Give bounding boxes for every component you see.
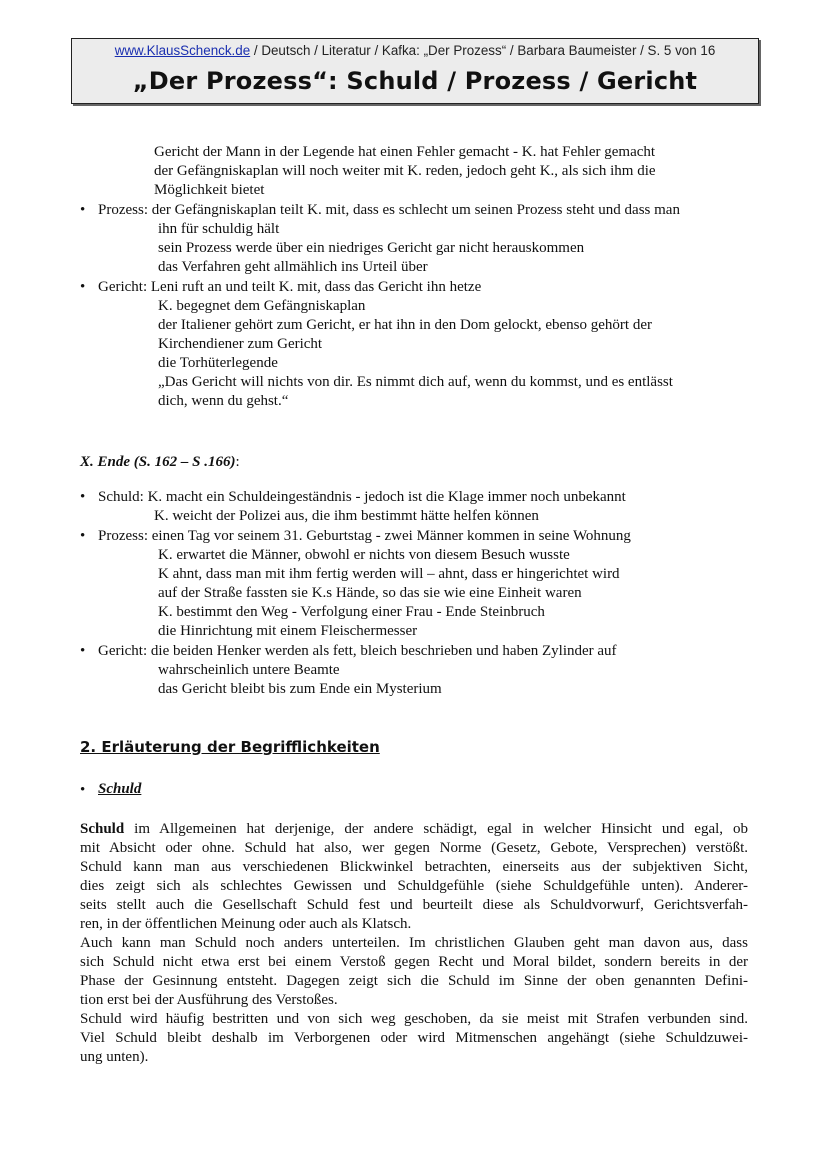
subheading-schuld: Schuld <box>98 781 142 797</box>
text-line: auf der Straße fassten sie K.s Hände, so das sie wie eine Einheit waren <box>158 585 582 601</box>
para-line: Phase der Gesinnung entsteht. Dagegen zeigt sich die Schuld im Sinne der oben genannten Defini- <box>80 973 748 989</box>
text-line: K. bestimmt den Weg - Verfolgung einer Frau - Ende Steinbruch <box>158 604 545 620</box>
text-line: das Gericht bleibt bis zum Ende ein Mysterium <box>158 681 442 697</box>
text-line: dich, wenn du gehst.“ <box>158 393 289 409</box>
para-line: dies zeigt sich als schlechtes Gewissen und Schuldgefühle (siehe Schuldgefühle unten). Anderer- <box>80 878 748 894</box>
para-line: seits stellt auch die Gesellschaft Schuld fest und beurteilt diese als Schuldvorwurf, Gerichtsverfah- <box>80 897 748 913</box>
para-line: Schuld kann man aus verschiedenen Blickwinkel betrachten, einerseits aus der subjektiven Sicht, <box>80 859 748 875</box>
schuld-paragraph <box>80 820 748 1067</box>
text-line: Schuld: K. macht ein Schuldeingeständnis - jedoch ist die Klage immer noch unbekannt <box>98 489 626 505</box>
text-line: Gericht der Mann in der Legende hat einen Fehler gemacht - K. hat Fehler gemacht <box>154 144 656 160</box>
bullet: • <box>80 782 86 798</box>
text-line: wahrscheinlich untere Beamte <box>158 662 340 678</box>
section-10-heading <box>80 454 240 471</box>
page-title: „Der Prozess“: Schuld / Prozess / Gericht <box>132 67 698 95</box>
text-line: Kirchendiener zum Gericht <box>158 336 323 352</box>
page-header <box>71 38 759 104</box>
text-line: ihn für schuldig hält <box>158 221 280 237</box>
bullet: • <box>80 643 86 659</box>
text-line: Gericht: Leni ruft an und teilt K. mit, dass das Gericht ihn hetze <box>98 279 482 295</box>
section-10-heading-text: X. Ende (S. 162 – S .166) <box>80 454 236 470</box>
para-line: ren, in der öffentlichen Meinung oder auch als Klatsch. <box>80 916 412 932</box>
text-line: Prozess: einen Tag vor seinem 31. Geburtstag - zwei Männer kommen in seine Wohnung <box>98 528 631 544</box>
text-line: der Italiener gehört zum Gericht, er hat ihn in den Dom gelockt, ebenso gehört der <box>158 317 652 333</box>
para-line: mit Absicht oder ohne. Schuld hat also, wer gegen Norme (Gesetz, Gebote, Versprechen) verstößt. <box>80 840 748 856</box>
para-line: Schuld wird häufig bestritten und von sich weg geschoben, da sie meist mit Strafen verbunden sind. <box>80 1011 748 1027</box>
text-line: K. weicht der Polizei aus, die ihm bestimmt hätte helfen können <box>154 508 539 524</box>
site-link[interactable]: www.KlausSchenck.de <box>114 43 251 58</box>
text-line: die Hinrichtung mit einem Fleischermesser <box>158 623 418 639</box>
para-line: sich Schuld nicht etwa erst bei einem Verstoß gegen Recht und Moral bildet, sondern bereits in der <box>80 954 748 970</box>
section-10-heading-colon: : <box>235 454 240 470</box>
para-line: Schuld im Allgemeinen hat derjenige, der andere schädigt, egal in welcher Hinsicht und egal, ob <box>80 821 748 837</box>
text-line: „Das Gericht will nichts von dir. Es nimmt dich auf, wenn du kommst, und es entlässt <box>158 374 673 390</box>
text-line: Gericht: die beiden Henker werden als fett, bleich beschrieben und haben Zylinder auf <box>98 643 617 659</box>
part-2-heading: 2. Erläuterung der Begrifflichkeiten <box>80 738 380 756</box>
para-bold-term: Schuld <box>80 821 125 837</box>
text-line: das Verfahren geht allmählich ins Urteil über <box>158 259 428 275</box>
header-path: / Deutsch / Literatur / Kafka: „Der Prozess“ / Barbara Baumeister / S. 5 von 16 <box>250 43 716 58</box>
text-line: die Torhüterlegende <box>158 355 278 371</box>
bullet: • <box>80 279 86 295</box>
bullet: • <box>80 202 86 218</box>
text-line: sein Prozess werde über ein niedriges Gericht gar nicht herauskommen <box>158 240 585 256</box>
bullet: • <box>80 489 86 505</box>
para-line: ung unten). <box>80 1049 149 1065</box>
text-line: Möglichkeit bietet <box>154 182 265 198</box>
para-line: Viel Schuld bleibt deshalb im Verborgenen oder wird Mitmenschen angehängt (siehe Schuldzuwei- <box>80 1030 748 1046</box>
text-line: Prozess: der Gefängniskaplan teilt K. mit, dass es schlecht um seinen Prozess steht und dass man <box>98 202 680 218</box>
text-line: der Gefängniskaplan will noch weiter mit K. reden, jedoch geht K., als sich ihm die <box>154 163 656 179</box>
text-line: K. erwartet die Männer, obwohl er nichts von diesem Besuch wusste <box>158 547 570 563</box>
para-line: Auch kann man Schuld noch anders unterteilen. Im christlichen Glauben geht man davon aus, dass <box>80 935 748 951</box>
text-line: K ahnt, dass man mit ihm fertig werden will – ahnt, dass er hingerichtet wird <box>158 566 620 582</box>
header-breadcrumb <box>72 43 758 58</box>
text-line: K. begegnet dem Gefängniskaplan <box>158 298 366 314</box>
bullet: • <box>80 528 86 544</box>
para-line: tion erst bei der Ausführung des Verstoßes. <box>80 992 338 1008</box>
